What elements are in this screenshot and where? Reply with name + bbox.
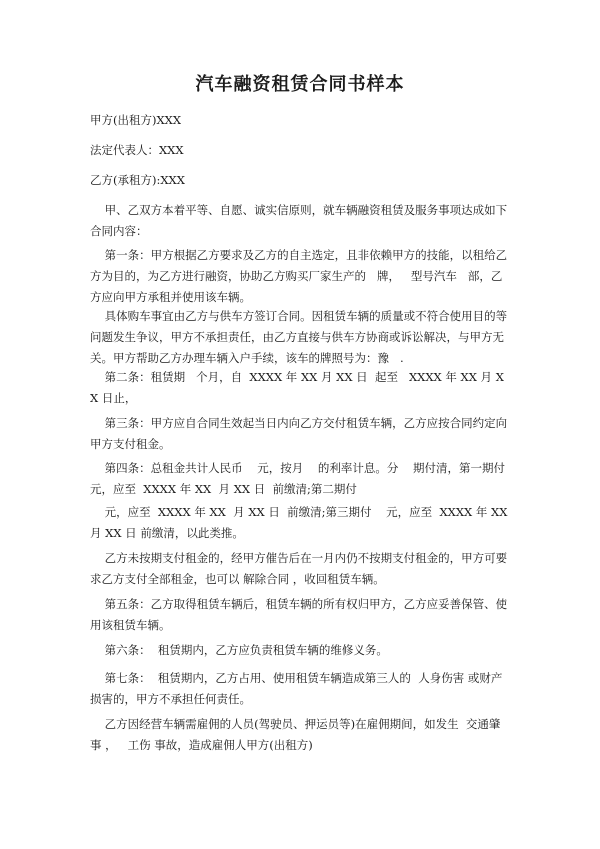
clause-7b-paragraph: 乙方因经营车辆需雇佣的人员(驾驶员、押运员等)在雇佣期间，如发生 交通肇事 ， 工伤 事故，造成雇佣人甲方(出租方) bbox=[90, 717, 501, 752]
intro-paragraph: 甲、乙双方本着平等、自愿、诚实信原则，就车辆融资租赁及服务事项达成如下合同内容： bbox=[90, 203, 508, 238]
clause-3-paragraph: 第三条：甲方应自合同生效起当日内向乙方交付租赁车辆，乙方应按合同约定向甲方支付租金。 bbox=[90, 416, 508, 451]
clause-4b-paragraph: 元，应至 XXXX 年 XX 月 XX 日 前缴清;第三期付 元，应至 XXXX 年 XX 月 XX 日 前缴清，以此类推。 bbox=[90, 505, 512, 540]
lessor-line: 甲方(出租方)XXX bbox=[90, 113, 182, 127]
page-title: 汽车融资租赁合同书样本 bbox=[195, 74, 405, 95]
clause-6-paragraph: 第六条： 租赁期内，乙方应负责租赁车辆的维修义务。 bbox=[90, 643, 388, 657]
clause-2-paragraph: 第二条：租赁期 个月，自 XXXX 年 XX 月 XX 日 起至 XXXX 年 XX 月 XX 日止， bbox=[90, 370, 504, 405]
lessee-line: 乙方(承租方):XXX bbox=[90, 173, 185, 187]
clause-7-paragraph: 第七条： 租赁期内，乙方占用、使用租赁车辆造成第三人的 人身伤害 或财产损害的，甲方不承担任何责任。 bbox=[90, 671, 503, 706]
clause-4a-paragraph: 第四条：总租金共计人民币 元，按月 的利率计息。分 期付清，第一期付 元，应至 XXXX 年 XX 月 XX 日 前缴清;第二期付 bbox=[90, 461, 520, 496]
clause-1-paragraph: 第一条：甲方根据乙方要求及乙方的自主选定，且非依赖甲方的技能，以租给乙方为目的，为乙方进行融资，协助乙方购买厂家生产的 牌， 型号汽车 部，乙方应向甲方承租并使用该车辆。 bbox=[90, 248, 508, 304]
clause-5-paragraph: 第五条：乙方取得租赁车辆后，租赁车辆的所有权归甲方，乙方应妥善保管、使用该租赁车辆。 bbox=[90, 597, 508, 632]
clause-1b-paragraph: 具体购车事宜由乙方与供车方签订合同。因租赁车辆的质量或不符合使用目的等问题发生争议，甲方不承担责任，由乙方直接与供车方协商或诉讼解决，与甲方无关。甲方帮助乙方办理车辆入户手续，该车的牌照号为：豫 . bbox=[90, 309, 508, 365]
legal-rep-line: 法定代表人：XXX bbox=[90, 143, 184, 157]
clause-4c-paragraph: 乙方未按期支付租金的，经甲方催告后在一月内仍不按期支付租金的，甲方可要求乙方支付全部租金，也可以 解除合同 ，收回租赁车辆。 bbox=[90, 551, 508, 586]
